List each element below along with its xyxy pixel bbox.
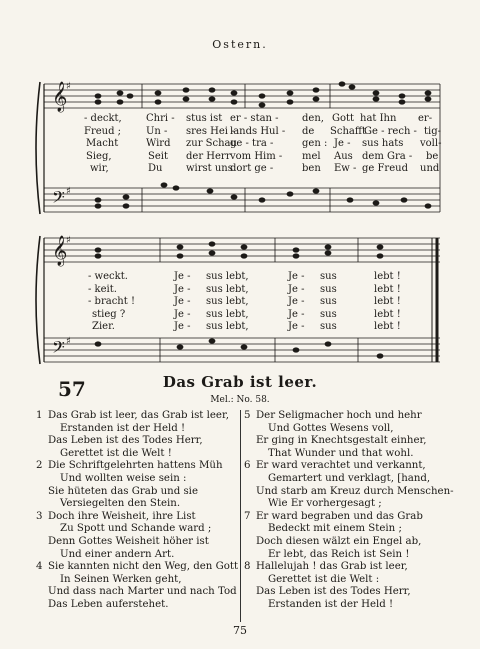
treble-clef-icon: 𝄞 bbox=[52, 82, 68, 112]
verse: 6 Er ward verachtet und verkannt, Gemartert und verklagt, [hand, Und starb am Kreuz durch Menschen- Wie Er vorhergesagt ; bbox=[244, 460, 454, 510]
svg-text:♯: ♯ bbox=[66, 186, 71, 197]
verses-left bbox=[36, 410, 239, 612]
svg-text:♯: ♯ bbox=[66, 235, 71, 246]
hymn-title: Das Grab ist leer. bbox=[162, 373, 318, 391]
verses-right bbox=[244, 410, 454, 612]
page-header: Ostern. bbox=[212, 38, 268, 51]
verse: 1 Das Grab ist leer, das Grab ist leer, Erstanden ist der Held ! Das Leben ist des Todes Herr, Gerettet ist die Welt ! bbox=[36, 410, 229, 459]
column-divider bbox=[240, 410, 241, 622]
svg-text:♯: ♯ bbox=[66, 336, 71, 347]
lyrics-system-2 bbox=[40, 271, 450, 334]
verse: 5 Der Seligmacher hoch und hehr Und Gottes Wesens voll, Er ging in Knechtsgestalt einher, That Wunder und that wohl. bbox=[244, 410, 427, 459]
lyric-line: - deckt, Chri - stus ist er - stan - den, Gott hat Ihn er- bbox=[84, 113, 433, 124]
lyrics-system-1 bbox=[40, 113, 450, 176]
verse: 2 Die Schriftgelehrten hattens Müh Und wollten weise sein : Sie hüteten das Grab und sie Versiegelten den Stein. bbox=[36, 460, 223, 510]
treble-clef-icon: 𝄞 bbox=[52, 236, 68, 266]
verse: 3 Doch ihre Weisheit, ihre List Zu Spott und Schande ward ; Denn Gottes Weisheit höher ist Und einer andern Art. bbox=[36, 510, 212, 560]
svg-text:♯: ♯ bbox=[66, 81, 71, 92]
lyric-line: - keit. Je - sus lebt, Je - sus lebt ! bbox=[88, 283, 401, 295]
verse: 7 Er ward begraben und das Grab Bedeckt mit einem Stein ; Doch diesen wälzt ein Engel ab, Er lebt, das Reich ist Sein ! bbox=[244, 510, 423, 560]
bass-clef-icon: 𝄢 bbox=[52, 337, 65, 361]
verse: 8 Hallelujah ! das Grab ist leer, Gerettet ist die Welt : Das Leben ist des Todes Herr, Erstanden ist der Held ! bbox=[244, 561, 411, 610]
lyric-line: - bracht ! Je - sus lebt, Je - sus lebt ! bbox=[88, 296, 401, 308]
lyric-line: Sieg, Seit der Herr vom Him - mel Aus dem Gra - be bbox=[86, 150, 439, 162]
hymn-number: 57 bbox=[58, 377, 86, 401]
verse: 4 Sie kannten nicht den Weg, den Gott In Seinen Werken geht, Und dass nach Marter und nach Tod Das Leben auferstehet. bbox=[36, 561, 239, 610]
staff-treble-1 bbox=[44, 84, 440, 108]
bass-clef-icon: 𝄢 bbox=[52, 187, 65, 211]
lyric-line: Freud ; Un - sres Hei - lands Hul - de Schafft Ge - rech - tig- bbox=[84, 125, 441, 137]
lyric-line: Macht Wird zur Schau ge - tra - gen : Je - sus hats voll- bbox=[86, 138, 442, 150]
melody-reference: Mel.: No. 58. bbox=[210, 395, 270, 405]
lyric-line: stieg ? Je - sus lebt, Je - sus lebt ! bbox=[92, 308, 401, 320]
lyric-line: Zier. Je - sus lebt, Je - sus lebt ! bbox=[92, 321, 401, 333]
lyric-line: - weckt. Je - sus lebt, Je - sus lebt ! bbox=[88, 271, 401, 282]
page-number: 75 bbox=[233, 624, 247, 637]
staff-bass-1 bbox=[44, 188, 440, 212]
lyric-line: wir, Du wirst uns dort ge - ben Ew - ge Freud und bbox=[90, 163, 440, 175]
